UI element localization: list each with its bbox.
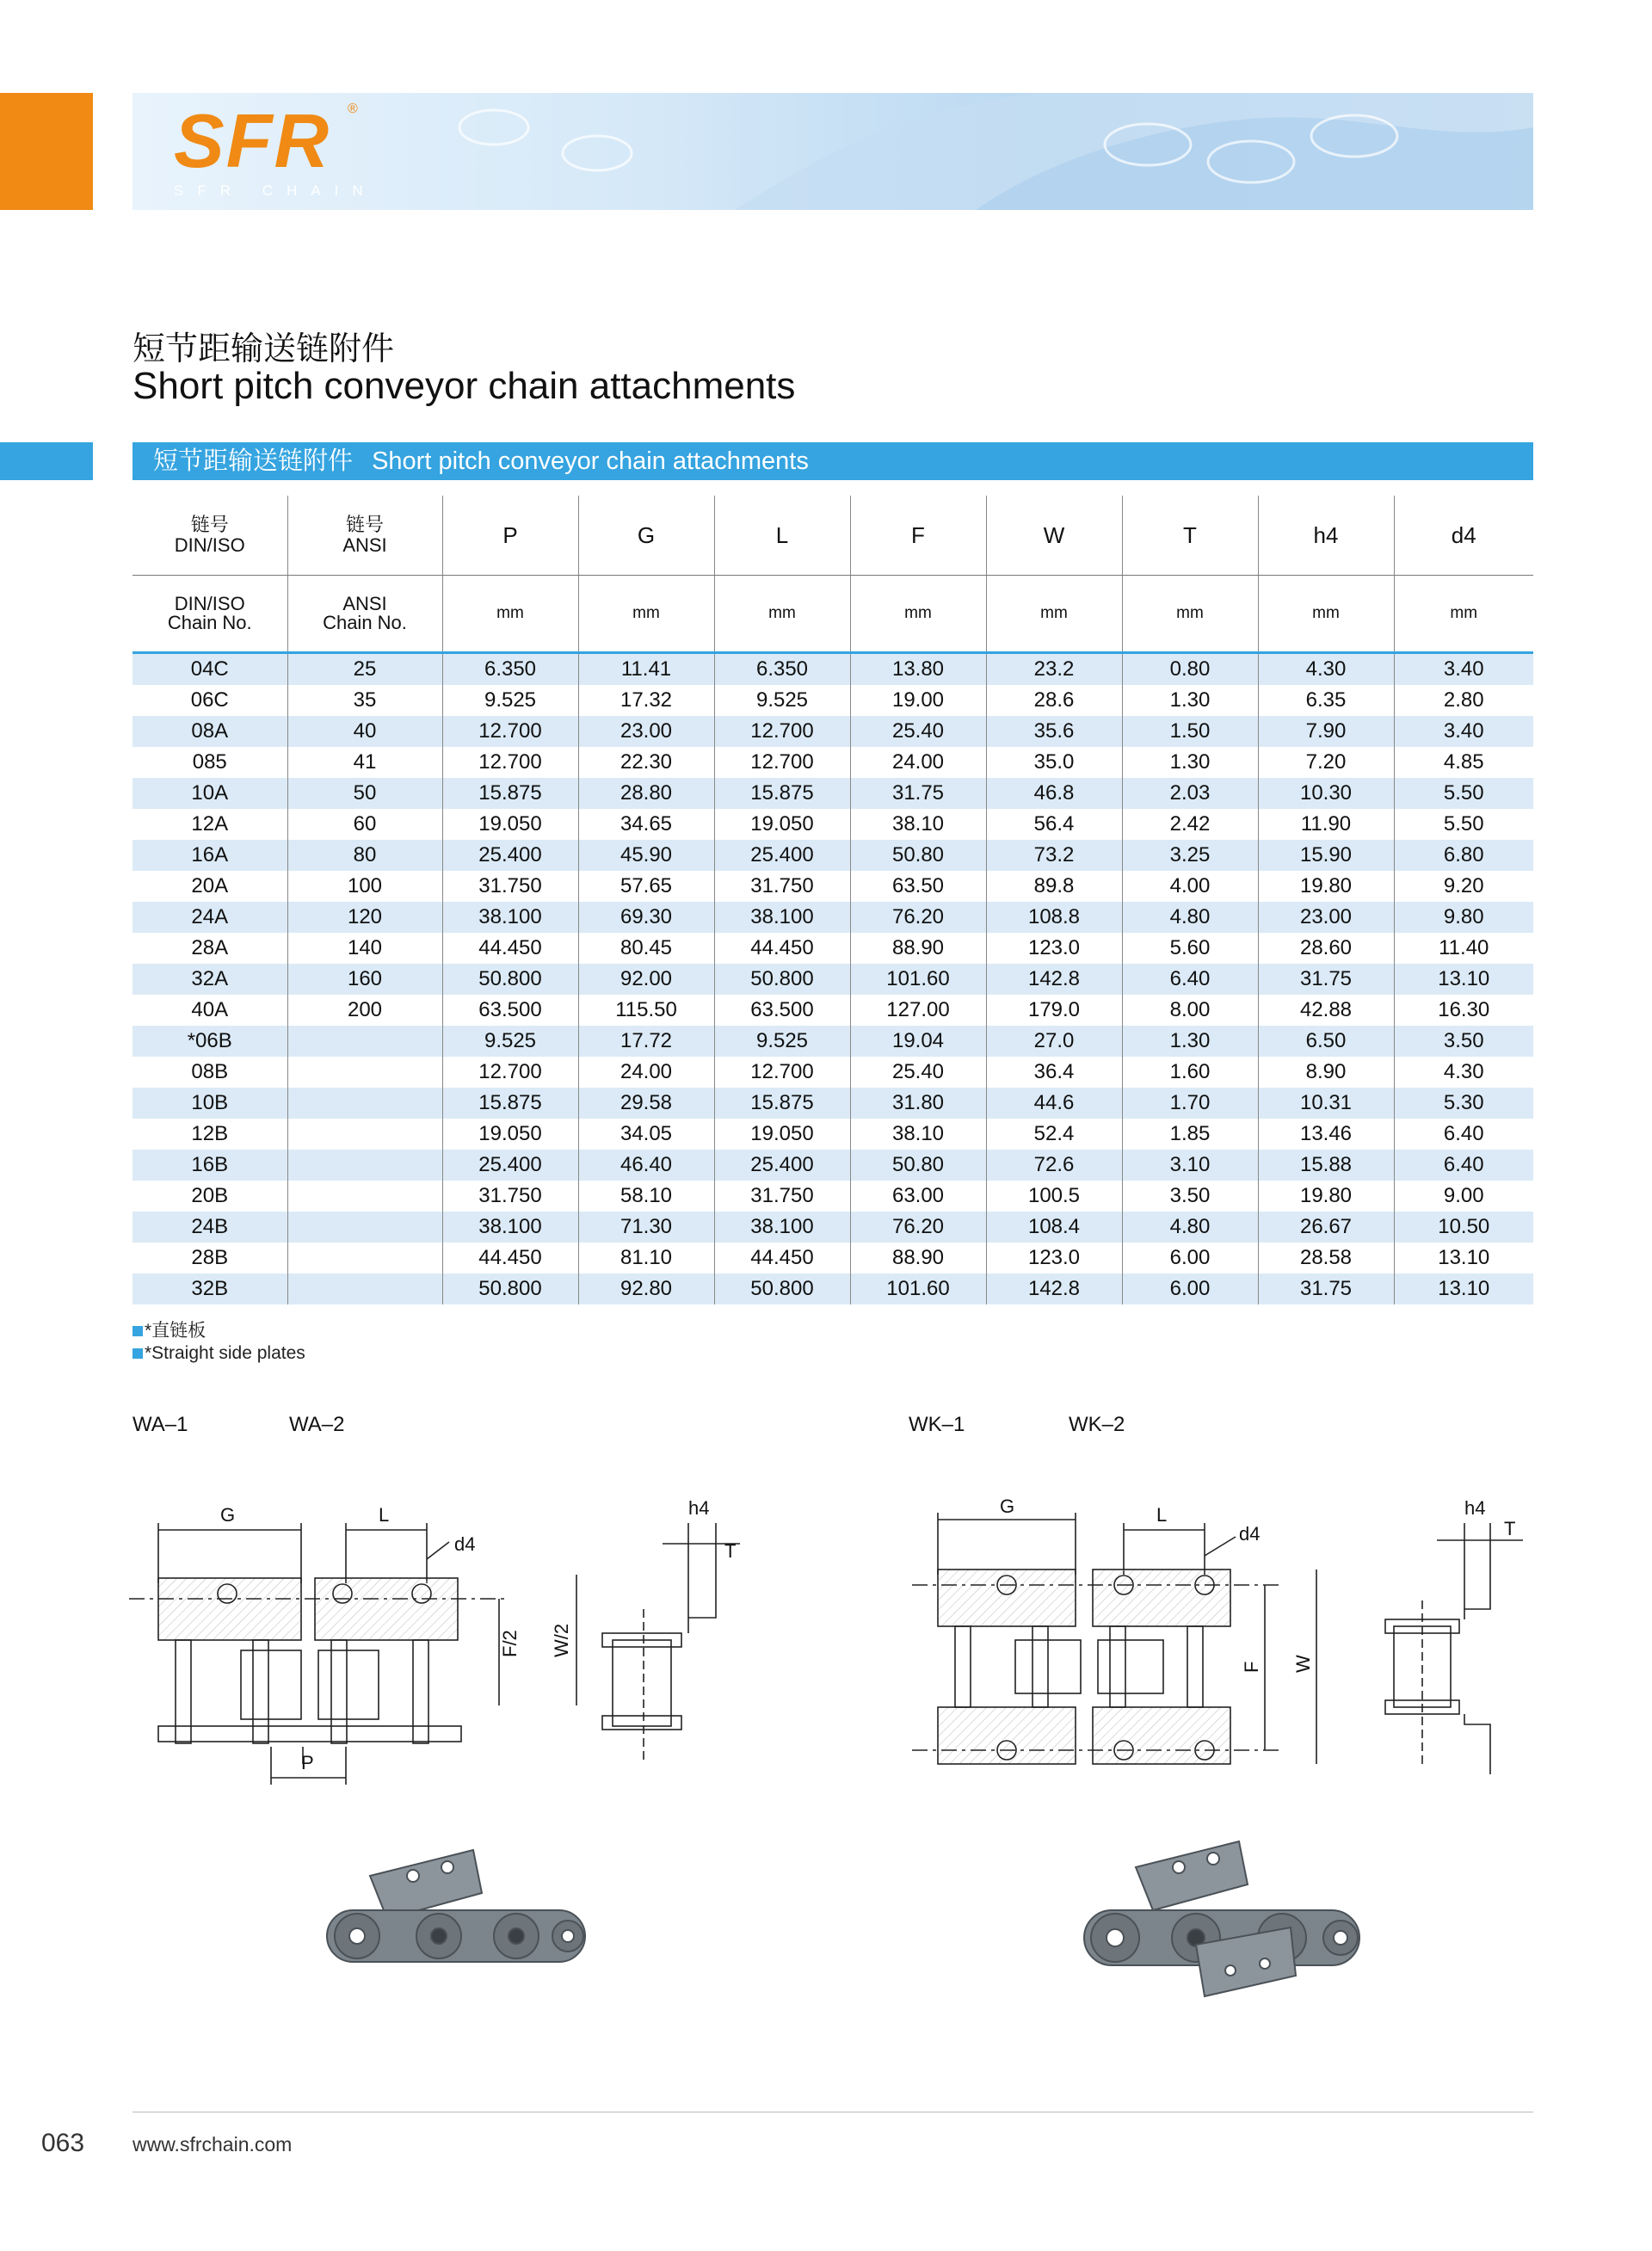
table-cell: 100.5: [986, 1181, 1122, 1212]
table-units-row: [133, 576, 1533, 653]
table-cell: 63.00: [850, 1181, 986, 1212]
table-row: [133, 1212, 1533, 1243]
registered-mark: ®: [348, 102, 358, 116]
table-row: [133, 716, 1533, 747]
dim-p: P: [301, 1752, 314, 1773]
unit-w: mm: [986, 576, 1122, 653]
table-cell: 9.525: [442, 1026, 578, 1057]
table-cell: 38.10: [850, 809, 986, 840]
table-cell: 10.50: [1394, 1212, 1533, 1243]
table-cell: [287, 1150, 442, 1181]
table-cell: 127.00: [850, 995, 986, 1026]
table-cell: 60: [287, 809, 442, 840]
table-cell: 40A: [133, 995, 287, 1026]
table-cell: 81.10: [578, 1243, 714, 1274]
table-row: [133, 1088, 1533, 1119]
table-cell: 3.10: [1122, 1150, 1258, 1181]
table-cell: 46.8: [986, 778, 1122, 809]
table-cell: 19.80: [1258, 871, 1394, 902]
table-cell: 35: [287, 685, 442, 716]
table-cell: [287, 1181, 442, 1212]
table-cell: 15.875: [714, 1088, 850, 1119]
dim-d4: d4: [454, 1533, 476, 1555]
table-cell: 26.67: [1258, 1212, 1394, 1243]
table-cell: 34.65: [578, 809, 714, 840]
table-cell: 28B: [133, 1243, 287, 1274]
table-cell: 15.875: [442, 778, 578, 809]
table-cell: 3.50: [1394, 1026, 1533, 1057]
table-cell: 28A: [133, 933, 287, 964]
table-cell: 7.90: [1258, 716, 1394, 747]
table-cell: 34.05: [578, 1119, 714, 1150]
table-cell: 31.750: [442, 871, 578, 902]
table-cell: 32A: [133, 964, 287, 995]
table-cell: 4.00: [1122, 871, 1258, 902]
table-cell: 28.6: [986, 685, 1122, 716]
table-cell: 69.30: [578, 902, 714, 933]
wk-technical-drawing: [903, 1489, 1532, 1790]
table-cell: 9.00: [1394, 1181, 1533, 1212]
table-cell: 4.80: [1122, 1212, 1258, 1243]
table-cell: 12.700: [442, 1057, 578, 1088]
unit-p: mm: [442, 576, 578, 653]
table-cell: 13.80: [850, 653, 986, 686]
header-banner: [133, 93, 1533, 210]
table-cell: 6.40: [1122, 964, 1258, 995]
table-cell: 9.20: [1394, 871, 1533, 902]
table-cell: 9.525: [714, 685, 850, 716]
table-cell: 12A: [133, 809, 287, 840]
table-row: [133, 1150, 1533, 1181]
table-cell: 08B: [133, 1057, 287, 1088]
table-cell: 108.4: [986, 1212, 1122, 1243]
table-cell: 3.25: [1122, 840, 1258, 871]
col-header-d4: d4: [1394, 496, 1533, 576]
table-cell: 15.90: [1258, 840, 1394, 871]
unit-f: mm: [850, 576, 986, 653]
table-cell: 31.750: [714, 871, 850, 902]
table-cell: 44.450: [442, 933, 578, 964]
table-cell: 123.0: [986, 933, 1122, 964]
website-link[interactable]: www.sfrchain.com: [133, 2133, 293, 2155]
table-cell: 52.4: [986, 1119, 1122, 1150]
table-cell: 5.30: [1394, 1088, 1533, 1119]
table-cell: 108.8: [986, 902, 1122, 933]
table-cell: 6.35: [1258, 685, 1394, 716]
table-row: [133, 1243, 1533, 1274]
table-cell: 04C: [133, 653, 287, 686]
table-cell: 80.45: [578, 933, 714, 964]
unit-h4: mm: [1258, 576, 1394, 653]
table-cell: 63.500: [442, 995, 578, 1026]
table-cell: 16A: [133, 840, 287, 871]
table-cell: 38.100: [714, 902, 850, 933]
table-cell: 7.20: [1258, 747, 1394, 778]
table-cell: 123.0: [986, 1243, 1122, 1274]
table-cell: 25.40: [850, 1057, 986, 1088]
table-cell: [287, 1088, 442, 1119]
table-cell: *06B: [133, 1026, 287, 1057]
table-cell: 10A: [133, 778, 287, 809]
table-cell: 92.80: [578, 1274, 714, 1304]
table-cell: 23.2: [986, 653, 1122, 686]
table-cell: 1.30: [1122, 747, 1258, 778]
unit-g: mm: [578, 576, 714, 653]
table-cell: 24.00: [850, 747, 986, 778]
table-cell: 1.85: [1122, 1119, 1258, 1150]
table-cell: 9.80: [1394, 902, 1533, 933]
table-cell: 13.46: [1258, 1119, 1394, 1150]
table-cell: 12.700: [714, 747, 850, 778]
section-title-cn: 短节距输送链附件: [153, 447, 354, 475]
spec-table: [133, 496, 1533, 1304]
table-cell: 88.90: [850, 1243, 986, 1274]
table-cell: 50: [287, 778, 442, 809]
table-row: [133, 1057, 1533, 1088]
table-cell: 1.30: [1122, 685, 1258, 716]
table-cell: 13.10: [1394, 1274, 1533, 1304]
table-cell: 6.350: [442, 653, 578, 686]
table-cell: 31.75: [850, 778, 986, 809]
table-row: [133, 1119, 1533, 1150]
dim-f: F: [1241, 1661, 1262, 1673]
table-cell: 24B: [133, 1212, 287, 1243]
table-cell: 17.72: [578, 1026, 714, 1057]
table-cell: 2.03: [1122, 778, 1258, 809]
table-cell: 38.100: [714, 1212, 850, 1243]
table-cell: 40: [287, 716, 442, 747]
table-cell: 12.700: [442, 716, 578, 747]
table-cell: 6.00: [1122, 1243, 1258, 1274]
table-cell: [287, 1274, 442, 1304]
dim-t-wk: T: [1504, 1518, 1516, 1539]
table-cell: 11.40: [1394, 933, 1533, 964]
table-cell: [287, 1243, 442, 1274]
table-cell: 28.80: [578, 778, 714, 809]
table-cell: 73.2: [986, 840, 1122, 871]
dim-h4: h4: [688, 1497, 710, 1519]
table-cell: 4.30: [1394, 1057, 1533, 1088]
table-cell: 2.80: [1394, 685, 1533, 716]
logo-tagline: SFR CHAIN: [174, 182, 377, 199]
table-cell: 5.60: [1122, 933, 1258, 964]
table-cell: [287, 1119, 442, 1150]
table-cell: 56.4: [986, 809, 1122, 840]
label-wk1: WK–1: [909, 1413, 965, 1436]
table-cell: 41: [287, 747, 442, 778]
table-cell: 76.20: [850, 1212, 986, 1243]
table-cell: 92.00: [578, 964, 714, 995]
col-header-t: T: [1122, 496, 1258, 576]
table-cell: 19.04: [850, 1026, 986, 1057]
table-cell: 200: [287, 995, 442, 1026]
table-cell: [287, 1212, 442, 1243]
table-cell: 8.90: [1258, 1057, 1394, 1088]
table-row: [133, 871, 1533, 902]
col-header-f: F: [850, 496, 986, 576]
table-cell: 3.40: [1394, 716, 1533, 747]
unit-t: mm: [1122, 576, 1258, 653]
table-cell: 1.30: [1122, 1026, 1258, 1057]
table-cell: 115.50: [578, 995, 714, 1026]
table-cell: 50.800: [714, 1274, 850, 1304]
dim-g-wk: G: [1000, 1496, 1015, 1517]
col-header-l: L: [714, 496, 850, 576]
table-cell: 88.90: [850, 933, 986, 964]
table-cell: 72.6: [986, 1150, 1122, 1181]
table-cell: 6.00: [1122, 1274, 1258, 1304]
table-cell: 27.0: [986, 1026, 1122, 1057]
table-cell: [287, 1026, 442, 1057]
col-header-din: 链号 DIN/ISO: [133, 496, 287, 576]
table-cell: 31.750: [442, 1181, 578, 1212]
table-cell: 19.050: [714, 1119, 850, 1150]
col-subheader-din: DIN/ISO Chain No.: [133, 576, 287, 653]
table-cell: 12.700: [714, 1057, 850, 1088]
col-header-h4: h4: [1258, 496, 1394, 576]
orange-corner-tab: [0, 93, 93, 210]
table-cell: 80: [287, 840, 442, 871]
table-cell: 58.10: [578, 1181, 714, 1212]
table-cell: 44.450: [714, 1243, 850, 1274]
table-cell: 085: [133, 747, 287, 778]
col-header-p: P: [442, 496, 578, 576]
table-cell: 101.60: [850, 964, 986, 995]
table-cell: 17.32: [578, 685, 714, 716]
table-cell: 20A: [133, 871, 287, 902]
table-cell: 1.50: [1122, 716, 1258, 747]
table-cell: 36.4: [986, 1057, 1122, 1088]
table-cell: 44.450: [714, 933, 850, 964]
table-cell: 24.00: [578, 1057, 714, 1088]
table-cell: 08A: [133, 716, 287, 747]
table-cell: 06C: [133, 685, 287, 716]
table-cell: 9.525: [442, 685, 578, 716]
table-cell: 29.58: [578, 1088, 714, 1119]
table-cell: 3.40: [1394, 653, 1533, 686]
table-cell: 6.50: [1258, 1026, 1394, 1057]
table-row: [133, 653, 1533, 686]
dim-t: T: [724, 1540, 737, 1562]
table-cell: 13.10: [1394, 964, 1533, 995]
table-cell: 6.350: [714, 653, 850, 686]
table-cell: 0.80: [1122, 653, 1258, 686]
table-cell: 46.40: [578, 1150, 714, 1181]
table-row: [133, 685, 1533, 716]
note-bullet: [133, 1348, 143, 1359]
table-cell: 16.30: [1394, 995, 1533, 1026]
table-cell: 8.00: [1122, 995, 1258, 1026]
wk-chain-image: [1067, 1824, 1377, 2014]
note-en: *Straight side plates: [133, 1343, 305, 1364]
table-cell: 63.50: [850, 871, 986, 902]
dim-h4-wk: h4: [1464, 1497, 1486, 1519]
table-cell: 38.100: [442, 902, 578, 933]
table-cell: 2.42: [1122, 809, 1258, 840]
table-cell: 3.50: [1122, 1181, 1258, 1212]
table-cell: 19.050: [442, 809, 578, 840]
table-row: [133, 1181, 1533, 1212]
dim-l-wk: L: [1156, 1504, 1168, 1526]
table-cell: 35.0: [986, 747, 1122, 778]
table-body: [133, 653, 1533, 1305]
table-cell: 24A: [133, 902, 287, 933]
table-cell: 57.65: [578, 871, 714, 902]
table-cell: 4.80: [1122, 902, 1258, 933]
table-cell: 44.6: [986, 1088, 1122, 1119]
table-cell: 13.10: [1394, 1243, 1533, 1274]
wa-technical-drawing: [120, 1489, 774, 1790]
table-cell: 20B: [133, 1181, 287, 1212]
table-cell: 71.30: [578, 1212, 714, 1243]
table-cell: 35.6: [986, 716, 1122, 747]
table-cell: 10B: [133, 1088, 287, 1119]
table-cell: 42.88: [1258, 995, 1394, 1026]
table-row: [133, 1026, 1533, 1057]
table-cell: 23.00: [1258, 902, 1394, 933]
dim-l: L: [379, 1504, 390, 1526]
table-row: [133, 995, 1533, 1026]
col-subheader-ansi: ANSI Chain No.: [287, 576, 442, 653]
dim-g: G: [220, 1504, 236, 1526]
table-cell: 50.80: [850, 840, 986, 871]
table-cell: 50.80: [850, 1150, 986, 1181]
table-cell: 31.80: [850, 1088, 986, 1119]
table-cell: 10.31: [1258, 1088, 1394, 1119]
table-cell: 25.400: [714, 1150, 850, 1181]
table-cell: 22.30: [578, 747, 714, 778]
label-wk2: WK–2: [1069, 1413, 1125, 1436]
blue-corner-tab: [0, 442, 93, 480]
table-cell: 10.30: [1258, 778, 1394, 809]
table-cell: 142.8: [986, 1274, 1122, 1304]
table-cell: 50.800: [714, 964, 850, 995]
dim-w2: W/2: [551, 1623, 572, 1657]
table-cell: 63.500: [714, 995, 850, 1026]
table-cell: 11.41: [578, 653, 714, 686]
table-cell: 28.58: [1258, 1243, 1394, 1274]
table-cell: 19.00: [850, 685, 986, 716]
col-header-ansi: 链号 ANSI: [287, 496, 442, 576]
table-row: [133, 933, 1533, 964]
table-row: [133, 809, 1533, 840]
page-number: 063: [41, 2129, 85, 2157]
table-row: [133, 1274, 1533, 1304]
table-cell: 31.75: [1258, 964, 1394, 995]
table-cell: 15.88: [1258, 1150, 1394, 1181]
table-cell: 5.50: [1394, 809, 1533, 840]
table-cell: 31.750: [714, 1181, 850, 1212]
table-cell: 9.525: [714, 1026, 850, 1057]
table-row: [133, 964, 1533, 995]
table-row: [133, 778, 1533, 809]
table-cell: 19.80: [1258, 1181, 1394, 1212]
unit-d4: mm: [1394, 576, 1533, 653]
table-cell: 1.60: [1122, 1057, 1258, 1088]
table-row: [133, 747, 1533, 778]
table-cell: 6.80: [1394, 840, 1533, 871]
table-cell: 15.875: [714, 778, 850, 809]
table-cell: [287, 1057, 442, 1088]
section-title-en: Short pitch conveyor chain attachments: [372, 447, 809, 475]
dim-d4-wk: d4: [1239, 1523, 1261, 1545]
table-cell: 28.60: [1258, 933, 1394, 964]
table-cell: 5.50: [1394, 778, 1533, 809]
dim-f2: F/2: [499, 1630, 521, 1657]
section-header-bar: [133, 442, 1533, 480]
table-cell: 15.875: [442, 1088, 578, 1119]
dim-w: W: [1292, 1655, 1314, 1673]
table-cell: 11.90: [1258, 809, 1394, 840]
unit-l: mm: [714, 576, 850, 653]
table-cell: 25.400: [442, 840, 578, 871]
note-bullet: [133, 1326, 143, 1336]
table-cell: 25.400: [714, 840, 850, 871]
table-cell: 120: [287, 902, 442, 933]
col-header-w: W: [986, 496, 1122, 576]
table-cell: 16B: [133, 1150, 287, 1181]
table-cell: 45.90: [578, 840, 714, 871]
table-cell: 4.85: [1394, 747, 1533, 778]
table-cell: 6.40: [1394, 1150, 1533, 1181]
table-cell: 12.700: [714, 716, 850, 747]
table-cell: 160: [287, 964, 442, 995]
table-cell: 38.10: [850, 1119, 986, 1150]
table-cell: 25.40: [850, 716, 986, 747]
table-cell: 100: [287, 871, 442, 902]
table-cell: 50.800: [442, 964, 578, 995]
table-cell: 19.050: [442, 1119, 578, 1150]
table-cell: 101.60: [850, 1274, 986, 1304]
table-cell: 44.450: [442, 1243, 578, 1274]
table-cell: 89.8: [986, 871, 1122, 902]
table-row: [133, 840, 1533, 871]
table-cell: 50.800: [442, 1274, 578, 1304]
table-cell: 6.40: [1394, 1119, 1533, 1150]
table-cell: 19.050: [714, 809, 850, 840]
table-cell: 179.0: [986, 995, 1122, 1026]
table-cell: 1.70: [1122, 1088, 1258, 1119]
table-cell: 76.20: [850, 902, 986, 933]
table-cell: 12.700: [442, 747, 578, 778]
table-cell: 140: [287, 933, 442, 964]
label-wa2: WA–2: [289, 1413, 345, 1436]
col-header-g: G: [578, 496, 714, 576]
table-cell: 23.00: [578, 716, 714, 747]
page-title-cn: 短节距输送链附件: [133, 330, 395, 367]
table-cell: 31.75: [1258, 1274, 1394, 1304]
wa-chain-image: [310, 1824, 602, 1996]
table-cell: 25: [287, 653, 442, 686]
table-header-row: [133, 496, 1533, 576]
table-cell: 32B: [133, 1274, 287, 1304]
table-cell: 142.8: [986, 964, 1122, 995]
table-row: [133, 902, 1533, 933]
label-wa1: WA–1: [133, 1413, 188, 1436]
table-cell: 4.30: [1258, 653, 1394, 686]
page-title-en: Short pitch conveyor chain attachments: [133, 365, 796, 407]
note-cn: *直链板: [133, 1317, 206, 1342]
table-cell: 12B: [133, 1119, 287, 1150]
table-cell: 25.400: [442, 1150, 578, 1181]
sfr-logo: SFR: [174, 98, 330, 183]
table-cell: 38.100: [442, 1212, 578, 1243]
